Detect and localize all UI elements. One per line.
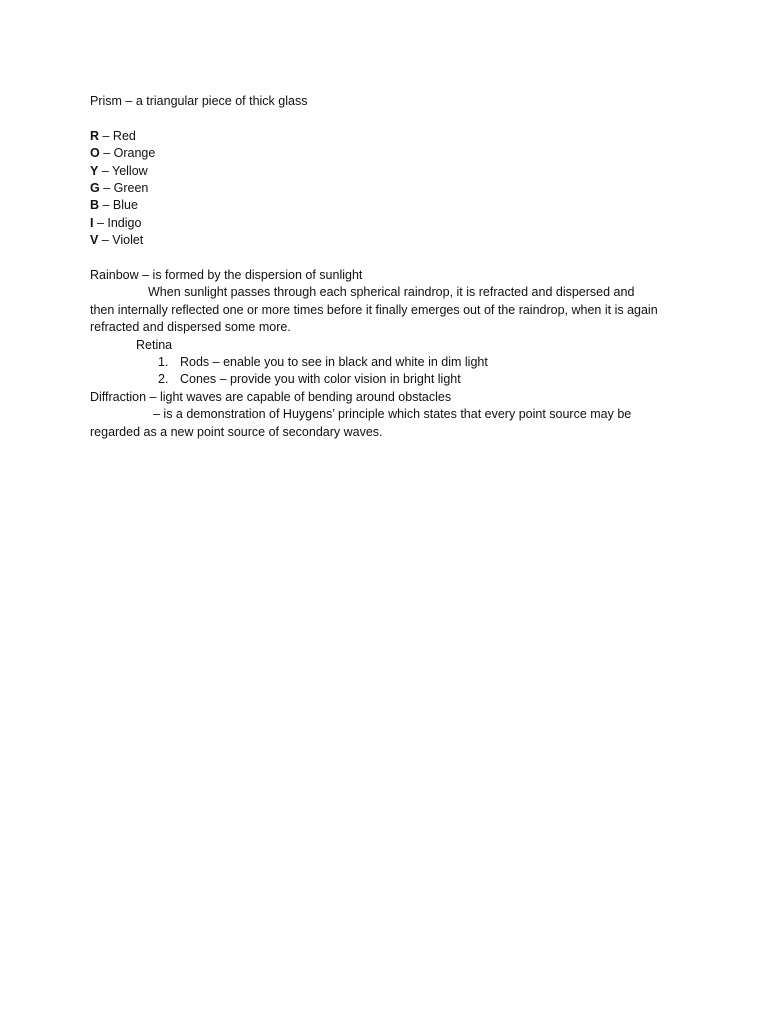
color-name: – Indigo bbox=[93, 215, 142, 230]
spacer bbox=[90, 110, 670, 127]
rainbow-paragraph-text: When sunlight passes through each spherical raindrop, it is refracted and dispersed and then internally reflected one or more times before it finally emerges out of the raindrop, when it is again refracted and dispersed some more. bbox=[90, 285, 658, 335]
color-item-violet bbox=[90, 232, 670, 249]
color-name: – Orange bbox=[99, 146, 156, 161]
rainbow-paragraph bbox=[90, 284, 662, 336]
color-name: – Red bbox=[99, 128, 136, 143]
color-item-green bbox=[90, 180, 670, 197]
huygens-line-2: regarded as a new point source of secondary waves. bbox=[90, 424, 383, 439]
color-name: – Yellow bbox=[98, 163, 148, 178]
color-name: – Blue bbox=[99, 198, 138, 213]
retina-heading: Retina bbox=[136, 337, 173, 352]
color-letter: R bbox=[90, 128, 100, 143]
list-item bbox=[90, 354, 670, 371]
retina-list bbox=[90, 354, 670, 389]
color-letter: Y bbox=[90, 163, 99, 178]
huygens-line-1: – is a demonstration of Huygens’ principle which states that every point source may be bbox=[153, 407, 632, 422]
color-item-blue bbox=[90, 197, 670, 214]
color-letter: G bbox=[90, 181, 100, 196]
color-name: – Violet bbox=[98, 233, 144, 248]
color-item-yellow bbox=[90, 163, 670, 180]
list-text: Rods – enable you to see in black and white in dim light bbox=[180, 355, 488, 370]
color-letter: O bbox=[90, 146, 100, 161]
list-item bbox=[90, 371, 670, 388]
list-number: 1. bbox=[158, 355, 169, 370]
color-letter: B bbox=[90, 198, 100, 213]
list-text: Cones – provide you with color vision in bright light bbox=[180, 372, 461, 387]
list-number: 2. bbox=[158, 372, 169, 387]
color-letter: I bbox=[90, 215, 94, 230]
color-list bbox=[90, 128, 670, 250]
prism-definition: Prism – a triangular piece of thick glass bbox=[90, 94, 308, 108]
diffraction-definition: Diffraction – light waves are capable of bending around obstacles bbox=[90, 389, 452, 404]
color-name: – Green bbox=[99, 181, 149, 196]
rainbow-definition: Rainbow – is formed by the dispersion of sunlight bbox=[90, 268, 363, 283]
spacer bbox=[90, 250, 670, 267]
color-item-indigo bbox=[90, 215, 670, 232]
document-page bbox=[90, 93, 670, 441]
color-item-orange bbox=[90, 145, 670, 162]
color-letter: V bbox=[90, 233, 99, 248]
color-item-red bbox=[90, 128, 670, 145]
